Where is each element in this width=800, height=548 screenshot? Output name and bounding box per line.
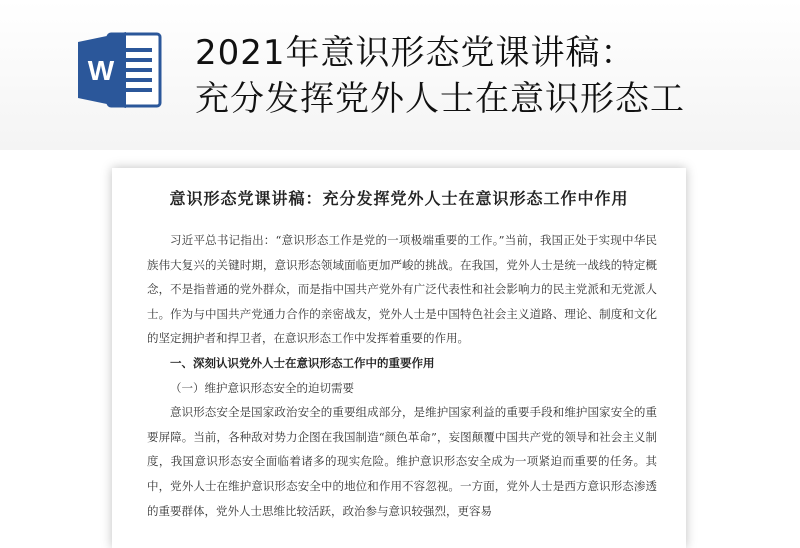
paragraph-intro: 习近平总书记指出：“意识形态工作是党的一项极端重要的工作。”当前，我国正处于实现中华民族伟大复兴的关键时期，意识形态领域面临更加严峻的挑战。在我国，党外人士是统一战线的特定概念，不是指普通的党外群众，而是指中国共产党外有广泛代表性和社会影响力的民主党派和无党派人士。作为与中国共产党通力合作的亲密战友，党外人士是中国特色社会主义道路、理论、制度和文化的坚定拥护者和捍卫者，在意识形态工作中发挥着重要的作用。 bbox=[147, 233, 657, 346]
svg-text:W: W bbox=[87, 55, 115, 86]
banner-title-line1: 2021年意识形态党课讲稿： bbox=[195, 33, 636, 73]
subsection-heading: （一）维护意识形态安全的迫切需要 bbox=[170, 380, 354, 395]
document-title: 意识形态党课讲稿：充分发挥党外人士在意识形态工作中作用 bbox=[169, 189, 629, 208]
paragraph-security: 意识形态安全是国家政治安全的重要组成部分，是维护国家利益的重要手段和维护国家安全的重要屏障。当前，各种敌对势力企图在我国制造“颜色革命”，妄图颠覆中国共产党的领导和社会主义制度，我国意识形态安全面临着诸多的现实危险。维护意识形态安全成为一项紧迫而重要的任务。其中，党外人士在维护意识形态安全中的地位和作用不容忽视。一方面，党外人士是西方意识形态渗透的重要群体，党外人士思维比较活跃，政治参与意识较强烈，更容易 bbox=[147, 405, 657, 518]
banner bbox=[0, 0, 800, 150]
banner-title bbox=[195, 30, 685, 122]
banner-title-line2: 充分发挥党外人士在意识形态工 bbox=[195, 79, 685, 119]
document-body bbox=[147, 228, 657, 523]
word-icon bbox=[78, 30, 162, 110]
document-page bbox=[112, 168, 686, 548]
section-heading: 一、深刻认识党外人士在意识形态工作中的重要作用 bbox=[170, 355, 435, 370]
